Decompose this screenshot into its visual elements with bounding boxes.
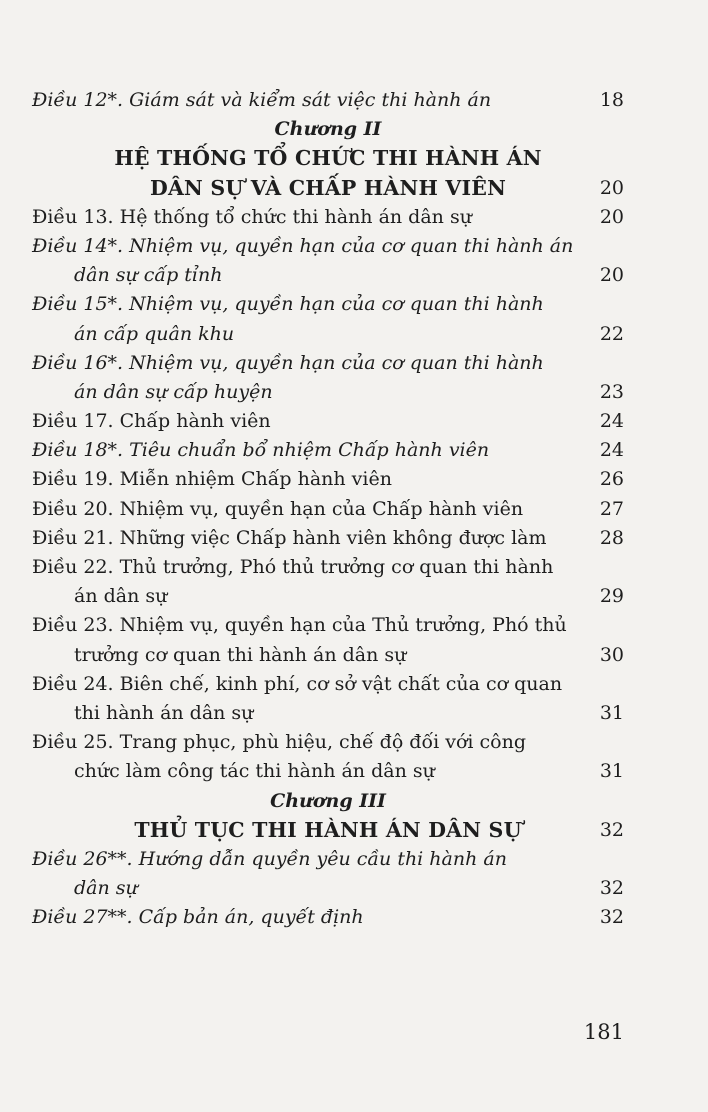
toc-entry-text: Điều 22. Thủ trưởng, Phó thủ trưởng cơ quan thi hành <box>32 556 554 578</box>
toc-page-number: 32 <box>599 877 624 900</box>
toc-entry-continuation <box>32 757 624 786</box>
toc-entry-continuation <box>32 261 624 290</box>
toc-entry-text: Điều 27**. Cấp bản án, quyết định <box>32 906 364 929</box>
toc-entry-text: HỆ THỐNG TỔ CHỨC THI HÀNH ÁN <box>114 146 542 171</box>
toc-entry-continuation <box>32 320 624 349</box>
toc-page-number: 23 <box>599 380 624 403</box>
toc-entry-text: dân sự cấp tỉnh <box>74 264 223 287</box>
toc-entry-text: trưởng cơ quan thi hành án dân sự <box>74 643 407 666</box>
page-number: 181 <box>583 1020 624 1044</box>
chapter-title <box>32 787 624 816</box>
toc-entry-text: Điều 16*. Nhiệm vụ, quyền hạn của cơ quan thi hành <box>32 351 544 374</box>
toc-entry-text: Điều 15*. Nhiệm vụ, quyền hạn của cơ quan thi hành <box>32 293 544 316</box>
toc-entry-text: án dân sự <box>74 585 168 608</box>
chapter-heading <box>32 816 624 845</box>
chapter-heading <box>32 174 624 203</box>
toc-page-number: 20 <box>599 176 624 199</box>
toc-page-number: 26 <box>599 468 624 491</box>
toc-entry <box>32 407 624 436</box>
toc-entry <box>32 436 624 465</box>
toc-entry-text: Điều 17. Chấp hành viên <box>32 410 271 433</box>
toc-entry-text: thi hành án dân sự <box>74 701 254 724</box>
toc-entry-text: Điều 20. Nhiệm vụ, quyền hạn của Chấp hành viên <box>32 497 524 520</box>
toc-entry <box>32 728 624 757</box>
toc-entry-continuation <box>32 378 624 407</box>
toc-entry-text: dân sự <box>74 877 138 900</box>
table-of-contents <box>32 86 624 932</box>
toc-entry-text: Điều 13. Hệ thống tổ chức thi hành án dân sự <box>32 205 472 228</box>
toc-entry-text: Điều 24. Biên chế, kinh phí, cơ sở vật chất của cơ quan <box>32 672 563 695</box>
toc-entry <box>32 86 624 115</box>
toc-entry <box>32 232 624 261</box>
toc-entry-text: Chương III <box>270 789 386 812</box>
chapter-heading <box>32 144 624 173</box>
toc-entry-continuation <box>32 641 624 670</box>
toc-entry-continuation <box>32 582 624 611</box>
toc-entry <box>32 845 624 874</box>
toc-entry <box>32 670 624 699</box>
toc-entry <box>32 553 624 582</box>
toc-entry <box>32 203 624 232</box>
toc-entry-continuation <box>32 699 624 728</box>
toc-entry-text: Điều 26**. Hướng dẫn quyền yêu cầu thi hành án <box>32 847 507 870</box>
toc-page-number: 22 <box>599 322 624 345</box>
toc-entry-text: án dân sự cấp huyện <box>74 380 273 403</box>
toc-page-number: 29 <box>599 585 624 608</box>
toc-entry-text: DÂN SỰ VÀ CHẤP HÀNH VIÊN <box>149 175 507 200</box>
toc-entry <box>32 465 624 494</box>
toc-entry-text: THỦ TỤC THI HÀNH ÁN DÂN SỰ <box>134 817 522 842</box>
toc-page-number: 30 <box>599 643 624 666</box>
toc-entry-text: Chương II <box>274 118 382 141</box>
toc-entry-text: Điều 19. Miễn nhiệm Chấp hành viên <box>32 468 392 491</box>
toc-entry <box>32 611 624 640</box>
toc-page-number: 31 <box>599 760 624 783</box>
toc-page-number: 27 <box>599 497 624 520</box>
toc-entry-continuation <box>32 874 624 903</box>
toc-page-number: 20 <box>599 205 624 228</box>
toc-entry-text: án cấp quân khu <box>74 322 235 345</box>
toc-page-number: 24 <box>599 439 624 462</box>
toc-entry <box>32 290 624 319</box>
toc-entry <box>32 349 624 378</box>
toc-entry <box>32 495 624 524</box>
toc-entry <box>32 903 624 932</box>
toc-entry-text: Điều 14*. Nhiệm vụ, quyền hạn của cơ quan thi hành án <box>32 234 574 257</box>
toc-page-number: 20 <box>599 264 624 287</box>
toc-page-number: 31 <box>599 701 624 724</box>
toc-entry-text: Điều 21. Những việc Chấp hành viên không được làm <box>32 526 547 549</box>
toc-entry-text: Điều 23. Nhiệm vụ, quyền hạn của Thủ trưởng, Phó thủ <box>32 614 567 637</box>
toc-page-number: 32 <box>599 818 624 841</box>
toc-page-number: 28 <box>599 526 624 549</box>
toc-page-number: 32 <box>599 906 624 929</box>
toc-page-number: 24 <box>599 410 624 433</box>
toc-entry <box>32 524 624 553</box>
toc-entry-text: Điều 25. Trang phục, phù hiệu, chế độ đối với công <box>32 731 526 754</box>
chapter-title <box>32 115 624 144</box>
toc-entry-text: Điều 12*. Giám sát và kiểm sát việc thi hành án <box>32 89 492 111</box>
toc-entry-text: chức làm công tác thi hành án dân sự <box>74 760 435 783</box>
toc-page-number: 18 <box>599 89 624 111</box>
toc-entry-text: Điều 18*. Tiêu chuẩn bổ nhiệm Chấp hành viên <box>32 439 490 462</box>
